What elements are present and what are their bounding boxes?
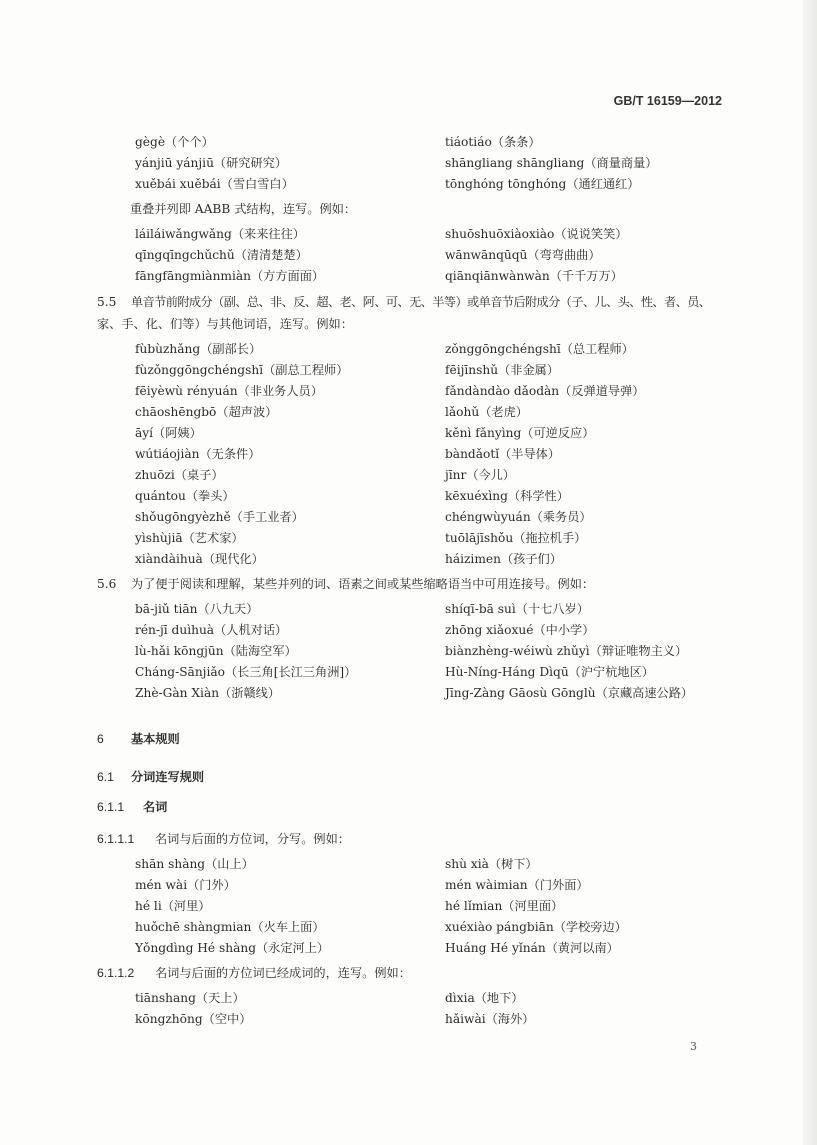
section-5-6-paragraph [97,576,594,592]
example-right: wānwānqūqū（弯弯曲曲） [445,248,601,262]
example-left: qīngqīngchǔchǔ（清清楚楚） [135,248,308,262]
example-right: biànzhèng-wéiwù zhǔyì（辩证唯物主义） [445,644,688,658]
example-right: chéngwùyuán（乘务员） [445,510,592,524]
example-left: shǒugōngyèzhě（手工业者） [135,510,304,524]
example-left: kōngzhōng（空中） [135,1012,252,1026]
section-5-5-text-line2: 家、手、化、们等）与其他词语，连写。例如： [97,317,353,331]
example-right: zǒnggōngchéngshī（总工程师） [445,342,634,356]
example-right: shuōshuōxiàoxiào（说说笑笑） [445,227,628,241]
section-text: 名词与后面的方位词已经成词的，连写。例如： [155,966,411,980]
example-left: xiàndàihuà（现代化） [135,552,264,566]
example-left: fāngfāngmiànmiàn（方方面面） [135,269,325,283]
example-right: shù xià（树下） [445,857,538,871]
example-right: Huáng Hé yǐnán（黄河以南） [445,941,619,955]
section-6-1-heading [97,768,204,785]
example-left: huǒchē shàngmian（火车上面） [135,920,325,934]
section-title: 基本规则 [131,732,180,746]
section-6-1-1-1-paragraph [97,831,350,847]
example-right: háizimen（孩子们） [445,552,562,566]
section-text: 为了便于阅读和理解，某些并列的词、语素之间或某些缩略语当中可用连接号。例如： [131,577,595,591]
section-title: 名词 [143,800,168,814]
example-left: lù-hǎi kōngjūn（陆海空军） [135,644,297,658]
example-left: rén-jī duìhuà（人机对话） [135,623,288,637]
example-left: hé li（河里） [135,899,211,913]
section-number: 6 [97,732,104,746]
example-right: fēijīnshǔ（非金属） [445,363,560,377]
example-left: gègè（个个） [135,135,214,149]
example-right: Hù-Níng-Háng Dìqū（沪宁杭地区） [445,665,654,679]
section-text: 单音节前附成分（副、总、非、反、超、老、阿、可、无、半等）或单音节后附成分（子、儿、头、性、者、员、 [131,295,711,309]
example-left: yánjiū yánjiū（研究研究） [135,156,288,170]
example-left: zhuōzi（桌子） [135,468,224,482]
example-left: Yǒngdìng Hé shàng（永定河上） [135,941,330,955]
section-number: 5.6 [97,577,117,591]
example-right: lǎohǔ（老虎） [445,405,528,419]
section-number: 6.1 [97,770,114,784]
example-left: Cháng-Sānjiǎo（长三角[长江三角洲]） [135,665,357,679]
example-right: Jīng-Zàng Gāosù Gōnglù（京藏高速公路） [445,686,694,700]
section-number: 6.1.1.1 [97,832,135,846]
example-left: chāoshēngbō（超声波） [135,405,278,419]
section-5-5-paragraph [97,294,737,310]
aabb-intro: 重叠并列即 AABB 式结构，连写。例如： [130,202,357,216]
example-left: yìshùjiā（艺术家） [135,531,244,545]
page-number: 3 [690,1040,697,1053]
example-left: wútiáojiàn（无条件） [135,447,261,461]
example-right: tiáotiáo（条条） [445,135,541,149]
example-right: dìxia（地下） [445,991,524,1005]
example-left: xuěbái xuěbái（雪白雪白） [135,177,294,191]
example-right: hǎiwài（海外） [445,1012,535,1026]
example-left: tiānshang（天上） [135,991,245,1005]
example-right: shāngliang shāngliang（商量商量） [445,156,658,170]
section-number: 5.5 [97,295,117,309]
example-right: bàndǎotǐ（半导体） [445,447,561,461]
example-right: fǎndàndào dǎodàn（反弹道导弹） [445,384,645,398]
example-left: fùzǒnggōngchéngshī（副总工程师） [135,363,349,377]
section-text: 名词与后面的方位词，分写。例如： [155,832,350,846]
example-right: kěnì fǎnyìng（可逆反应） [445,426,595,440]
standard-code-header: GB/T 16159—2012 [613,94,722,108]
section-number: 6.1.1.2 [97,966,135,980]
example-left: fùbùzhǎng（副部长） [135,342,262,356]
example-right: kēxuéxìng（科学性） [445,489,569,503]
example-left: āyí（阿姨） [135,426,202,440]
example-left: Zhè-Gàn Xiàn（浙赣线） [135,686,281,700]
section-6-1-1-heading [97,798,167,815]
example-right: tuōlājīshǒu（拖拉机手） [445,531,587,545]
example-left: fēiyèwù rényuán（非业务人员） [135,384,323,398]
scan-page-edge [803,0,817,1145]
example-right: tōnghóng tōnghóng（通红通红） [445,177,640,191]
section-title: 分词连写规则 [131,770,205,784]
example-left: bā-jiǔ tiān（八九天） [135,602,259,616]
example-right: qiānqiānwànwàn（千千万万） [445,269,623,283]
section-6-1-1-2-paragraph [97,965,411,981]
example-left: mén wài（门外） [135,878,236,892]
example-left: shān shàng（山上） [135,857,254,871]
section-number: 6.1.1 [97,800,125,814]
example-right: shíqī-bā suì（十七八岁） [445,602,589,616]
example-right: mén wàimian（门外面） [445,878,589,892]
example-right: xuéxiào pángbiān（学校旁边） [445,920,627,934]
example-right: zhōng xiǎoxué（中小学） [445,623,595,637]
example-right: jīnr（今儿） [445,468,516,482]
section-6-heading [97,730,180,747]
example-left: quántou（拳头） [135,489,235,503]
example-left: láiláiwǎngwǎng（来来往往） [135,227,305,241]
example-right: hé lǐmian（河里面） [445,899,564,913]
